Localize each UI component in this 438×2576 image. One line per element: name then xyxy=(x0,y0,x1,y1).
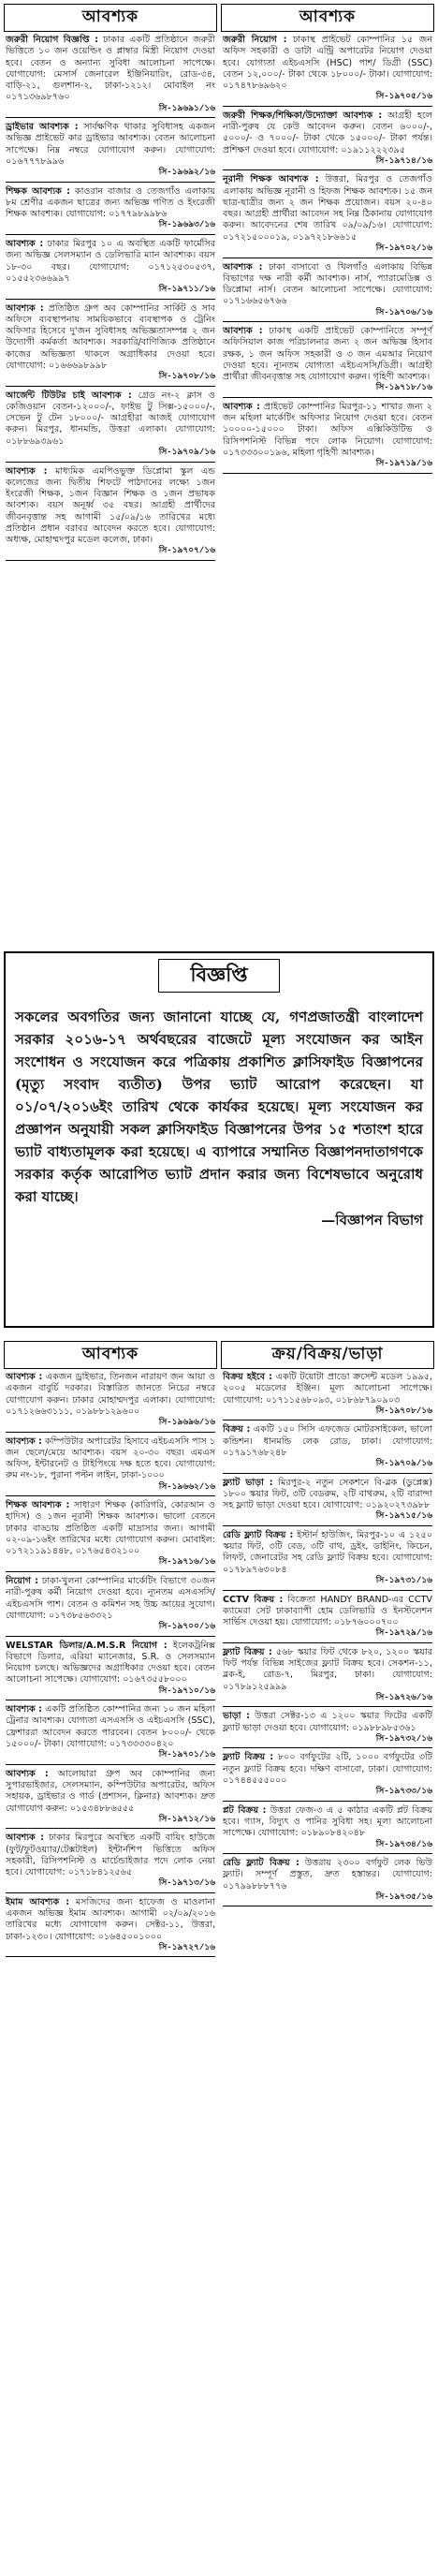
classified-ad xyxy=(223,1424,432,1469)
ad-reference-code: সি-১৯৭৩৪/১৬ xyxy=(375,1839,432,1849)
ad-reference-code: সি-১৯৬৯২/১৬ xyxy=(158,168,215,178)
ad-divider xyxy=(6,299,215,300)
ad-heading: আবশ্যক : xyxy=(223,401,260,412)
ad-divider xyxy=(6,117,215,118)
ad-divider xyxy=(223,1853,432,1854)
ad-body: সাধারণ শিক্ষক (কারিগরি, কোরআন ও হাদিস) ও ১জন নূরানী শিক্ষক আবশ্যক। ভালো বেতনে ঢাকার বাড্ডায় প্রতিষ্ঠিত একটি মাদ্রাসার জন্য। আগামী ০২-০৯-১৬ইং তারিখের মধ্যে যোগাযোগ করুন। মোবাইল: ০১৭২১১৯১৪৪৮, ০১৭৬৫৪৩২১০০ xyxy=(6,1500,215,1557)
ad-body: প্রাইভেট কোম্পানির মিরপুর-১১ শাখার জন্য ২ জন মহিলা মার্কেটিং অফিসার নিয়োগ দেওয়া হবে। বেতন ১০০০০-১৫০০০ টাকা। অফিস এক্সিকিউটিভ ও রিসিপশনিস্ট বিভিন্ন পদে লোক নিয়োগ। যোগাযোগ: ০১৭৩৩৩০০১৯৬, মহিলা গৃহিণী আবশ্যক। xyxy=(223,401,432,459)
ad-reference-code: সি-১৯৭০৬/১৬ xyxy=(375,307,432,317)
ad-heading: আবশ্যক : xyxy=(223,261,263,272)
notice-title: বিজ্ঞপ্তি xyxy=(158,959,280,993)
ad-heading: বিক্রয় হইবে : xyxy=(223,1372,272,1382)
ad-divider xyxy=(6,1495,215,1496)
ad-heading: শিক্ষক আবশ্যক : xyxy=(6,185,70,197)
ad-text xyxy=(6,1372,215,1418)
ad-text xyxy=(6,1500,215,1557)
section-header: ক্রয়/বিক্রয়/ভাড়া xyxy=(221,1341,434,1369)
ad-heading: আবশ্যক : xyxy=(6,1833,44,1844)
ad-body: প্রতিষ্ঠিত গ্রুপ অব কোম্পানির সার্কিট ও সাব অফিসে ব্যবস্থাপনায় সাময়িকভাবে ব্যবস্থাপক ও ট্রেনিং অফিসার হিসেবে দু'জন সুবিধাসহ অভিজ্ঞতাসম্পন্ন ২ জন উদ্যোগী কর্মকর্তা আবশ্যক। সরকারি/বাণিজ্যিক প্রতিষ্ঠানে কাজের অভিজ্ঞতা থাকলে অগ্রাধিকার দেওয়া হবে। যোগাযোগ: ০১৬৬৬৯৮৯৯৮ xyxy=(6,302,215,371)
ad-reference-code: সি-১৯৭০২/১৬ xyxy=(375,243,432,254)
ad-text xyxy=(223,1595,432,1629)
classified-ad xyxy=(6,1372,215,1429)
ad-heading: ভাড়া : xyxy=(223,1711,250,1722)
ad-divider xyxy=(6,1571,215,1572)
ad-reference-code: সি-১৯৭১৪/১৬ xyxy=(375,155,432,166)
ad-reference-code: সি-১৯৭০১/১৬ xyxy=(158,1750,215,1760)
ad-text xyxy=(223,1478,432,1512)
classified-ad xyxy=(223,35,432,103)
classified-ad xyxy=(223,326,432,394)
classified-ad xyxy=(6,1576,215,1633)
ad-text xyxy=(6,239,215,285)
ad-heading: আবশ্যক : xyxy=(6,1704,42,1715)
ad-heading: শিক্ষক আবশ্যক : xyxy=(6,1500,70,1511)
classified-ad xyxy=(223,1530,432,1587)
ad-body: উত্তরায় ২৩০০ বর্গফুট লেক ভিউ ফ্ল্যাট। সম্পূর্ণ প্রস্তুত, দ্রুত হস্তান্তর। যোগাযোগ: ০১৭৯৯৮৮৮৭৭৬ xyxy=(223,1858,432,1892)
classified-ad xyxy=(6,1500,215,1568)
ad-reference-code: সি-১৯৭১৬/১৬ xyxy=(158,1557,215,1568)
ad-text xyxy=(223,1752,432,1787)
classified-ad xyxy=(6,466,215,557)
ad-divider xyxy=(6,1432,215,1433)
ad-body: ঢাকার মিরপুরে অবস্থিত একটি বায়িং হাউজে (ফুট/ফুটওয়্যার/টেক্সটাইল) ইন্টার্নশিপ ভিত্তিতে অফিস সহকারী, রিসিপশনিস্ট ও মার্চেন্ডাইজার পদে লোক নেয়া হবে। যোগাযোগ: ০১৭১৮৪১২৫৬৫ xyxy=(6,1833,215,1878)
ad-reference-code: সি-১৯৭০৯/১৬ xyxy=(375,1459,432,1469)
ad-text xyxy=(6,1436,215,1482)
ad-text xyxy=(6,122,215,168)
classified-ad xyxy=(223,1752,432,1797)
column-top-right xyxy=(221,4,434,940)
ad-heading: আবশ্যক : xyxy=(6,1768,49,1779)
classified-ad xyxy=(223,174,432,254)
section-header: আবশ্যক xyxy=(221,4,434,32)
ad-body: কম্পিউটার অপারেটর হিসাবে এইচএসসি পাস ১ জন ছেলে/মেয়ে আবশ্যক। বয়স ২০-৩০ বছর। এমএস অফিস, ইন্টারনেট ও টাইপিংয়ে দক্ষ হতে হবে। যোগাযোগ: রুম নং-১৮, পুরানা পল্টন লাইন, ঢাকা-১০০০ xyxy=(6,1435,215,1481)
ad-reference-code: সি-১৯৭১৫/১৬ xyxy=(375,1511,432,1522)
ad-text xyxy=(223,35,432,92)
ad-heading: ফ্ল্যাট বিক্রয় : xyxy=(223,1752,274,1763)
ad-heading: আবশ্যক : xyxy=(6,1435,42,1447)
ad-text xyxy=(6,186,215,221)
ad-text xyxy=(223,174,432,243)
ad-reference-code: সি-১৯৭০৮/১৬ xyxy=(158,372,215,382)
ad-heading: CCTV বিক্রয় : xyxy=(223,1594,284,1605)
classified-ad xyxy=(6,303,215,383)
section-header: আবশ্যক xyxy=(4,4,217,32)
ad-reference-code: সি-১৯৭০৯/১৬ xyxy=(158,448,215,458)
ad-body: উত্তরা ফেজ-৩ এ ৫ কাঠার একটি প্লট বিক্রয় হবে। গ্যাস, বিদ্যুৎ ও পানির সুবিধা সহ। মূল্য আলোচনা সাপেক্ষে। যোগাযোগ: ০১৮৯০৮৪২০৪৮ xyxy=(223,1804,432,1839)
ad-text xyxy=(6,1641,215,1686)
ad-text xyxy=(6,1897,215,1943)
ad-heading: আবশ্যক : xyxy=(6,239,44,249)
ad-text xyxy=(223,1647,432,1693)
ad-divider xyxy=(223,169,432,170)
ad-body: একজন ড্রাইভার, তিনজন নারায়ণ জন আয়া ও একজন বাবুর্চি দরকার। বিস্তারিত জানতে নিচের নম্বরে যোগাযোগ করুন। ঢাকার মোহাম্মদপুর এলাকা। যোগাযোগ: ০১৭১২৬৬৩১১১, ০১৯৮৮১২৯৬০০ xyxy=(6,1372,215,1417)
ad-heading: জরুরী নিয়োগ : xyxy=(223,35,287,45)
ad-heading: ড্রাইভার আবশ্যক : xyxy=(6,122,79,133)
ad-reference-code: সি-১৯৭২৬/১৬ xyxy=(375,1692,432,1702)
ad-reference-code: সি-১৯৭২৯/১৬ xyxy=(375,1628,432,1639)
ad-text xyxy=(6,1576,215,1622)
ad-text xyxy=(6,390,215,448)
ad-divider xyxy=(6,1764,215,1765)
ad-reference-code: সি-১৯৭৩৩/১৬ xyxy=(375,1787,432,1797)
classified-ad xyxy=(6,1897,215,1954)
classified-ad xyxy=(223,1647,432,1704)
ad-reference-code: সি-১৯৭০০/১৬ xyxy=(158,1622,215,1632)
ad-heading: আবশ্যক : xyxy=(223,326,263,337)
ad-heading: ফ্ল্যাট ভাড়া : xyxy=(223,1477,273,1488)
column-bottom-left xyxy=(4,1341,217,2572)
ad-reference-code: সি-১৯৭৩২/১৬ xyxy=(375,1733,432,1744)
ad-divider xyxy=(6,1636,215,1637)
ad-reference-code: সি-১৯৬৯১/১৬ xyxy=(158,103,215,113)
ad-reference-code: সি-১৯৭০৫/১৬ xyxy=(375,92,432,102)
ad-heading: নিয়োগ : xyxy=(6,1576,38,1586)
column-top-left xyxy=(4,4,217,940)
ad-reference-code: সি-১৯৭১১/১৬ xyxy=(158,285,215,295)
classified-ad xyxy=(223,1372,432,1417)
ad-divider xyxy=(223,1590,432,1591)
ad-body: মিরপুর-২ নতুন সেকশনে বি-ব্লক (ডুপ্লেক্স) ১৮০০ স্কয়ার ফিট, ৩টি বেডরুম, ২টি বাথরুম, ২টি বারান্দা সহ ফ্ল্যাট ভাড়া দেওয়া হবে। যোগাযোগ: ০১৯২০২৭৩৯৮৮ xyxy=(223,1477,432,1511)
ad-body: একটি ১৫০ সিসি এফজেড মোটরসাইকেল, ভালো কন্ডিশন। ধানমন্ডি লেক রোড, ঢাকা। যোগাযোগ: ০১৭৯১৭৬৮২৪৮ xyxy=(223,1424,432,1458)
ad-body: ঢাকার একটি প্রতিষ্ঠানে জরুরী ভিত্তিতে ১০ জন ওয়েল্ডিং ও প্লাম্বার মিস্ত্রী নিয়োগ দেওয়া হবে। বেতন ও অন্যান্য সুবিধা আলোচনা সাপেক্ষে। যোগাযোগ: মেসার্স জেনারেল ইঞ্জিনিয়ারিং, রোড-৩৪, বাড়ি-২১, গুলশান-২, ঢাকা-১২১২। মোবাইল নং ০১৭১৩৬৯৮৭৬০ xyxy=(6,35,216,103)
ad-body: উত্তরা সেক্টর-১৩ এ ১২০০ স্কয়ার ফিটের একটি ফ্ল্যাট ভাড়া দেওয়া হবে। যোগাযোগ: ০১৯৮৮৯৮৫৩৬১ xyxy=(223,1711,432,1733)
ad-heading: আবশ্যক : xyxy=(6,1372,43,1382)
ad-divider xyxy=(6,1828,215,1829)
ad-divider xyxy=(223,1525,432,1526)
classified-ad xyxy=(6,1769,215,1826)
ad-reference-code: সি-১৯৭১৮/১৬ xyxy=(375,383,432,393)
ad-heading: জরুরী শিক্ষক/শিক্ষিকা/উদ্যোক্তা আবশ্যক : xyxy=(223,110,383,121)
ad-list xyxy=(221,1372,434,1906)
classified-ad xyxy=(6,35,215,114)
ad-heading: আর্জেন্ট টিউটর চাই আবশ্যক : xyxy=(6,390,132,401)
classified-ad xyxy=(6,122,215,179)
ad-divider xyxy=(223,106,432,107)
ad-text xyxy=(223,1805,432,1840)
ad-list xyxy=(221,35,434,474)
ad-body: ইলেকট্রনিক্স বিভাগে ডিলার, এরিয়া ম্যানেজার, S.R. ও সেলসম্যান নিয়োগ চলছে। অভিজ্ঞদের অগ্রাধিকার দেওয়া হবে। বেতন আলোচনা সাপেক্ষে। যোগাযোগ: ০১৬৭৩৫৫৮০০০ xyxy=(6,1640,215,1685)
ad-heading: নূরানী শিক্ষক আবশ্যক : xyxy=(223,174,319,185)
ad-body: আলোয়ারা গ্রুপ অব কোম্পানির জন্য সুপারভাইজার, সেলসম্যান, কম্পিউটার অপারেটর, অফিস সহায়ক, ড্রাইভার ও গার্ড (প্রশাসন, ক্লিনার) আবশ্যক। দ্রুত যোগাযোগ করুন: ০১৫৩৪৮৮৬৫৫৫ xyxy=(6,1768,215,1814)
vat-notice-box xyxy=(4,951,434,1328)
ad-body: ঢাকার মিরপুর ১০ এ অবস্থিত একটি ফার্মেসির জন্য অভিজ্ঞ সেলসম্যান ও ডেলিভারি ম্যান আবশ্যক। বয়স ১৮-৩০ বছর। যোগাযোগ: ০১৭১২৫৩০৫৩৭, ০১৫৫২৩৬৬৯৯৭ xyxy=(6,239,216,284)
ad-divider xyxy=(223,1642,432,1643)
ad-divider xyxy=(223,397,432,398)
classified-ad xyxy=(223,402,432,470)
ad-heading: আবশ্যক : xyxy=(6,302,44,314)
ad-body: মসজিদের জন্য হাফেজ ও মাওলানা একজন অভিজ্ঞ ইমাম আবশ্যক। আগামী ০২/০৯/২০১৬ তারিখের মধ্যে যোগাযোগ করুন। সেক্টর-১১, উত্তরা, ঢাকা-১২৩০। যোগাযোগ: ০১৬৪৫০০১০০০ xyxy=(6,1896,215,1942)
classified-ad xyxy=(6,1436,215,1494)
ad-body: ঢাকা বাসাবো ও খিলগাঁও এলাকায় বিভিন্ন বিভাগের দক্ষ নারী কর্মী আবশ্যক। নার্স, প্যারামেডিক্স ও ডিপ্লোমা নার্স। বেতন আলোচনা সাপেক্ষে। যোগাযোগ: ০১৭১৬৬৫৬৭৬৬ xyxy=(223,261,432,307)
ad-heading: রেডি ফ্ল্যাট বিক্রয় : xyxy=(223,1858,299,1869)
ad-reference-code: সি-১৯৭২৭/১৬ xyxy=(158,1942,215,1952)
ad-divider xyxy=(223,1801,432,1802)
classified-ad xyxy=(223,1858,432,1903)
ad-body: একটি টয়োটা প্রাডো ক্রসেন্ট মডেল ১৯৯৫, ২০০৫ মডেলের ইঞ্জিন। মূল্য আলোচনা সাপেক্ষে। যোগাযোগ: ০১৭১১৫৬৮০৯৩, ০১৮৬৮৭৯০৯০৩ xyxy=(223,1372,432,1406)
ad-text xyxy=(223,1530,432,1576)
ad-reference-code: সি-১৯৭০৮/১৬ xyxy=(375,1406,432,1416)
ad-text xyxy=(6,466,215,547)
ad-text xyxy=(6,303,215,373)
ad-divider xyxy=(223,1747,432,1748)
ad-reference-code: সি-১৯৬৯৬/১৬ xyxy=(158,1418,215,1428)
ad-body: কাওরান বাজার ও তেজগাঁও এলাকায় ৮ম শ্রেণীর একজন ছাত্রের জন্য অভিজ্ঞ গণিত ও ইংরেজী শিক্ষক আবশ্যক। যোগাযোগ: ০১৭৭৯৮৯৯৮৬ xyxy=(6,185,216,220)
ad-body: ঢাকাস্থ প্রাইভেট কোম্পানির ১৫ জন অফিস সহকারী ও ডাটা এন্ট্রি অপারেটর নিয়োগ দেওয়া হবে। যোগ্যতা এইচএসসি (HSC) পাশ/ ডিগ্রী (SSC) বেতন ১২,০০০/- টাকা থেকে ১৮০০০/- টাকা। যোগাযোগ: ০১৭৪৭৮৬৯৬২০ xyxy=(223,35,432,92)
classified-ad xyxy=(6,1641,215,1698)
section-header: আবশ্যক xyxy=(4,1341,217,1369)
ad-body: বিক্রেতা HANDY BRAND-এর CCTV ক্যামেরা সেট ঢাকাব্যাপী হোম ডেলিভারি ও ইনস্টলেশন সার্ভিস দেওয়া হয়। যোগাযোগ: ০১৮৭৬০০০৭০০ xyxy=(223,1594,432,1628)
ad-text xyxy=(223,1372,432,1406)
ad-body: সার্বক্ষণিক থাকার সুবিধাসহ একজন অভিজ্ঞ প্রাইভেট কার ড্রাইভার আবশ্যক। বেতন আলোচনা সাপেক্ষে। নিম্ন নম্বরে যোগাযোগ করুন। যোগাযোগ: ০১৬৭৭৭৮৯৯৬ xyxy=(6,122,216,167)
ad-reference-code: সি-১৯৭৩৫/১৬ xyxy=(375,1892,432,1902)
classified-ad xyxy=(223,1805,432,1850)
classified-ad xyxy=(223,1478,432,1523)
ad-text xyxy=(6,35,215,104)
ad-heading: WELSTAR ডিলার/A.M.S.R নিয়োগ : xyxy=(6,1640,168,1651)
classified-ad xyxy=(223,110,432,168)
classified-ad xyxy=(6,186,215,231)
ad-heading: প্লট বিক্রয় : xyxy=(223,1804,267,1816)
ad-body: গ্রেড নং-২ ক্লাস ও কেজিওয়ান বেতন-১২০০০/-, ফাইভ টু সিক্স-১৫০০০/-, সেভেন টু টেন ১৮০০০/- আগ্রহীরা আজই যোগাযোগ করুন। মিরপুর, ধানমন্ডি, উত্তরা এলাকা। যোগাযোগ: ০১৮৮৬৯৩৯৬১ xyxy=(6,390,215,447)
ad-reference-code: সি-১৯৭১০/১৬ xyxy=(158,1685,215,1696)
ad-divider xyxy=(223,1473,432,1474)
ad-reference-code: সি-১৯৭৩১/১৬ xyxy=(375,1576,432,1585)
ad-body: ৫৬৮ স্কয়ার ফিট থেকে ৮২০, ১২০০ স্কয়ার ফিট পর্যন্ত বিভিন্ন সাইজের ফ্ল্যাট বিক্রয় হবে। সেকশন-১১, ব্লক-ই, রোড-৭, মিরপুর, ঢাকা। যোগাযোগ: ০১৭৮৯১২৫৯৯৯ xyxy=(223,1646,432,1692)
ad-heading: বিক্রয় : xyxy=(223,1424,251,1435)
ad-reference-code: সি-১৯৬৬২/১৬ xyxy=(158,1481,215,1492)
ad-text xyxy=(223,402,432,459)
ad-divider xyxy=(6,386,215,387)
ad-text xyxy=(223,1424,432,1459)
classified-ad xyxy=(6,390,215,459)
ad-text xyxy=(223,262,432,308)
ad-divider xyxy=(223,473,432,474)
ad-text xyxy=(223,1858,432,1892)
notice-signature: —বিজ্ঞাপন বিভাগ xyxy=(321,1212,423,1229)
ad-heading: ইমাম আবশ্যক : xyxy=(6,1896,70,1907)
ad-text xyxy=(223,110,432,156)
ad-reference-code: সি-১৯৭০৭/১৬ xyxy=(158,546,215,556)
ad-divider xyxy=(6,560,215,561)
ad-body: ৮০০ বর্গফুটের ২টি, ১০০০ বর্গফুটের ৩টি নতুন ফ্ল্যাট বিক্রয় হবে। দক্ষিণ বাসাবো, ঢাকা। যোগাযোগ: ০১৭৪৪৫৫৫০০০ xyxy=(223,1752,432,1786)
ad-divider xyxy=(223,321,432,322)
ad-body: মাধ্যমিক এমপিওভুক্ত ডিপ্লোমা স্কুল এন্ড কলেজের জন্য দ্বিতীয় শিফটে পাঠদানের লক্ষ্যে ১জন ইংরেজী শিক্ষক, ১জন বিজ্ঞান শিক্ষক ও ১জন প্রভাষক আবশ্যক। বয়স অনূর্ধ্ব ৩৫ বছর। আগ্রহী প্রার্থীদের জীবনবৃত্তান্ত সহ আগামী ১৫/০৯/১৬ তারিখের মধ্যে প্রতিষ্ঠান প্রধান বরাবর আবেদন করতে হবে। যোগাযোগ: অধ্যক্ষ, মোহাম্মদপুর মডেল কলেজ, ঢাকা। xyxy=(6,465,215,546)
ad-divider xyxy=(6,1956,215,1957)
ad-reference-code: সি-১৯৭১৩/১৬ xyxy=(158,1878,215,1889)
ad-reference-code: সি-১৯৬৯৩/১৬ xyxy=(158,220,215,230)
ad-heading: ফ্ল্যাট বিক্রয় : xyxy=(223,1646,272,1657)
ad-body: উত্তরা, মিরপুর ও তেজগাঁও এলাকায় অভিজ্ঞ নূরানী ও হিফজ শিক্ষক আবশ্যক। ১৫ জন ছাত্র-ছাত্রীর জন্য ২ জন শিক্ষক প্রয়োজন। বয়স ২০-৪০ বছর। আগ্রহী প্রার্থীরা আবেদন সহ নিম্ন ঠিকানায় যোগাযোগ করুন। আবেদনের শেষ তারিখ ০৯/০৯/১৬। যোগাযোগ: ০১৭২১৫০০০১৯, ০১৯৭২১৮৬৬১৫ xyxy=(223,174,432,243)
ad-body: একটি প্রতিষ্ঠিত কোম্পানির জন্য ১০ জন মহিলা ট্রেনার আবশ্যক। যোগ্যতা এসএসসি ও এইচএসসি (SSC), ফ্রেশাররা আবেদন করতে পারবেন। বেতন ৮০০০/- থেকে ১৫০০০/- টাকা। যোগাযোগ: ০১৭৩৩৩৩০৪২০ xyxy=(6,1704,215,1749)
ad-heading: রেডি ফ্ল্যাট বিক্রয় : xyxy=(223,1529,294,1540)
ad-text xyxy=(6,1769,215,1815)
ad-text xyxy=(223,1711,432,1734)
ad-body: ঢাকাস্থ একটি প্রাইভেট কোম্পানিতে সম্পূর্ণ অফিসিয়াল কাজ পরিচালনার জন্য ২ জন অভিজ্ঞ হিসাব রক্ষক, ১ জন অফিস সহকারী ও ৩ জন এমআর নিয়োগ দেওয়া হবে। ন্যূনতম যোগ্যতা এইচএসসি/ডিগ্রী। আগ্রহী প্রার্থীরা জীবনবৃত্তান্ত সহ যোগাযোগ করুন। গৃহিণী আবশ্যক। xyxy=(223,326,432,383)
classified-ad xyxy=(223,1711,432,1744)
ad-body: আগ্রহী হলে নারী-পুরুষ যে কেউ আবেদন করুন। বেতন ৬০০০/-, ৫০০০/- ও ৭০০০/- টাকা থেকে ১৫০০০/- টাকা পর্যন্ত। প্রশিক্ষণ দেওয়া হবে। যোগাযোগ: ০১৯১১২২২৩৯৫ xyxy=(223,110,432,155)
ad-divider xyxy=(6,234,215,235)
ad-body: ঢাকা-খুলনা কোম্পানির মার্কেটিং বিভাগে ৩০জন নারী-পুরুষ কর্মী নিয়োগ দেওয়া হবে। ন্যূনতম এসএসসি/এইচএসসি পাশ। বেতন ও কমিশন সহ উচ্চ আয়ের সুযোগ। যোগাযোগ: ০১৭৩৮৫৬৩৩২১ xyxy=(6,1576,215,1621)
ad-body: ইস্টার্ন হাউজিং, মিরপুর-১০ এ ১২৫০ স্কয়ার ফিট, ৩টি বেড, ৩টি বাথ, ড্রইং, ডাইনিং, কিচেন, লিফট, জেনারেটর সহ রেডি ফ্ল্যাট বিক্রয় হবে। যোগাযোগ: ০১৭৮৯৭৬৩০৮৪ xyxy=(223,1529,432,1575)
notice-body: সকলের অবগতির জন্য জানানো যাচ্ছে যে, গণপ্রজাতন্ত্রী বাংলাদেশ সরকার ২০১৬-১৭ অর্থবছরের বাজেটে মূল্য সংযোজন কর আইন সংশোধন ও সংযোজন করে পত্রিকায় প্রকাশিত ক্লাসিফাইড বিজ্ঞাপনের (মৃত্যু সংবাদ ব্যতীত) উপর ভ্যাট আরোপ করেছেন। যা ০১/০৭/২০১৬ইং তারিখ থেকে কার্যকর হয়েছে। মূল্য সংযোজন কর প্রজ্ঞাপন অনুযায়ী সকল ক্লাসিফাইড বিজ্ঞাপনের উপর ১৫ শতাংশ হারে ভ্যাট বাধ্যতামূলক করা হয়েছে। এ ব্যাপারে সম্মানিত বিজ্ঞাপনদাতাগণকে সরকার কর্তৃক আরোপিত ভ্যাট প্রদান করার জন্য বিশেষভাবে অনুরোধ করা যাচ্ছে। xyxy=(15,1008,423,1206)
column-bottom-right xyxy=(221,1341,434,2572)
ad-heading: জরুরী নিয়োগ বিজ্ঞপ্তি : xyxy=(6,35,98,45)
ad-list xyxy=(4,35,217,561)
ad-divider xyxy=(6,182,215,183)
ad-reference-code: সি-১৯৭১২/১৬ xyxy=(158,1814,215,1824)
classified-ad xyxy=(6,239,215,296)
classified-ad xyxy=(6,1704,215,1761)
ad-divider xyxy=(6,462,215,463)
ad-heading: আবশ্যক : xyxy=(6,465,48,477)
ad-divider xyxy=(223,1706,432,1707)
ad-list xyxy=(4,1372,217,1957)
ad-text xyxy=(6,1833,215,1878)
ad-divider xyxy=(6,1892,215,1893)
ad-text xyxy=(223,326,432,383)
ad-reference-code: সি-১৯৭১৯/১৬ xyxy=(375,459,432,469)
classified-ad xyxy=(6,1833,215,1890)
classified-ad xyxy=(223,262,432,319)
ad-text xyxy=(6,1704,215,1750)
classified-ad xyxy=(223,1595,432,1640)
